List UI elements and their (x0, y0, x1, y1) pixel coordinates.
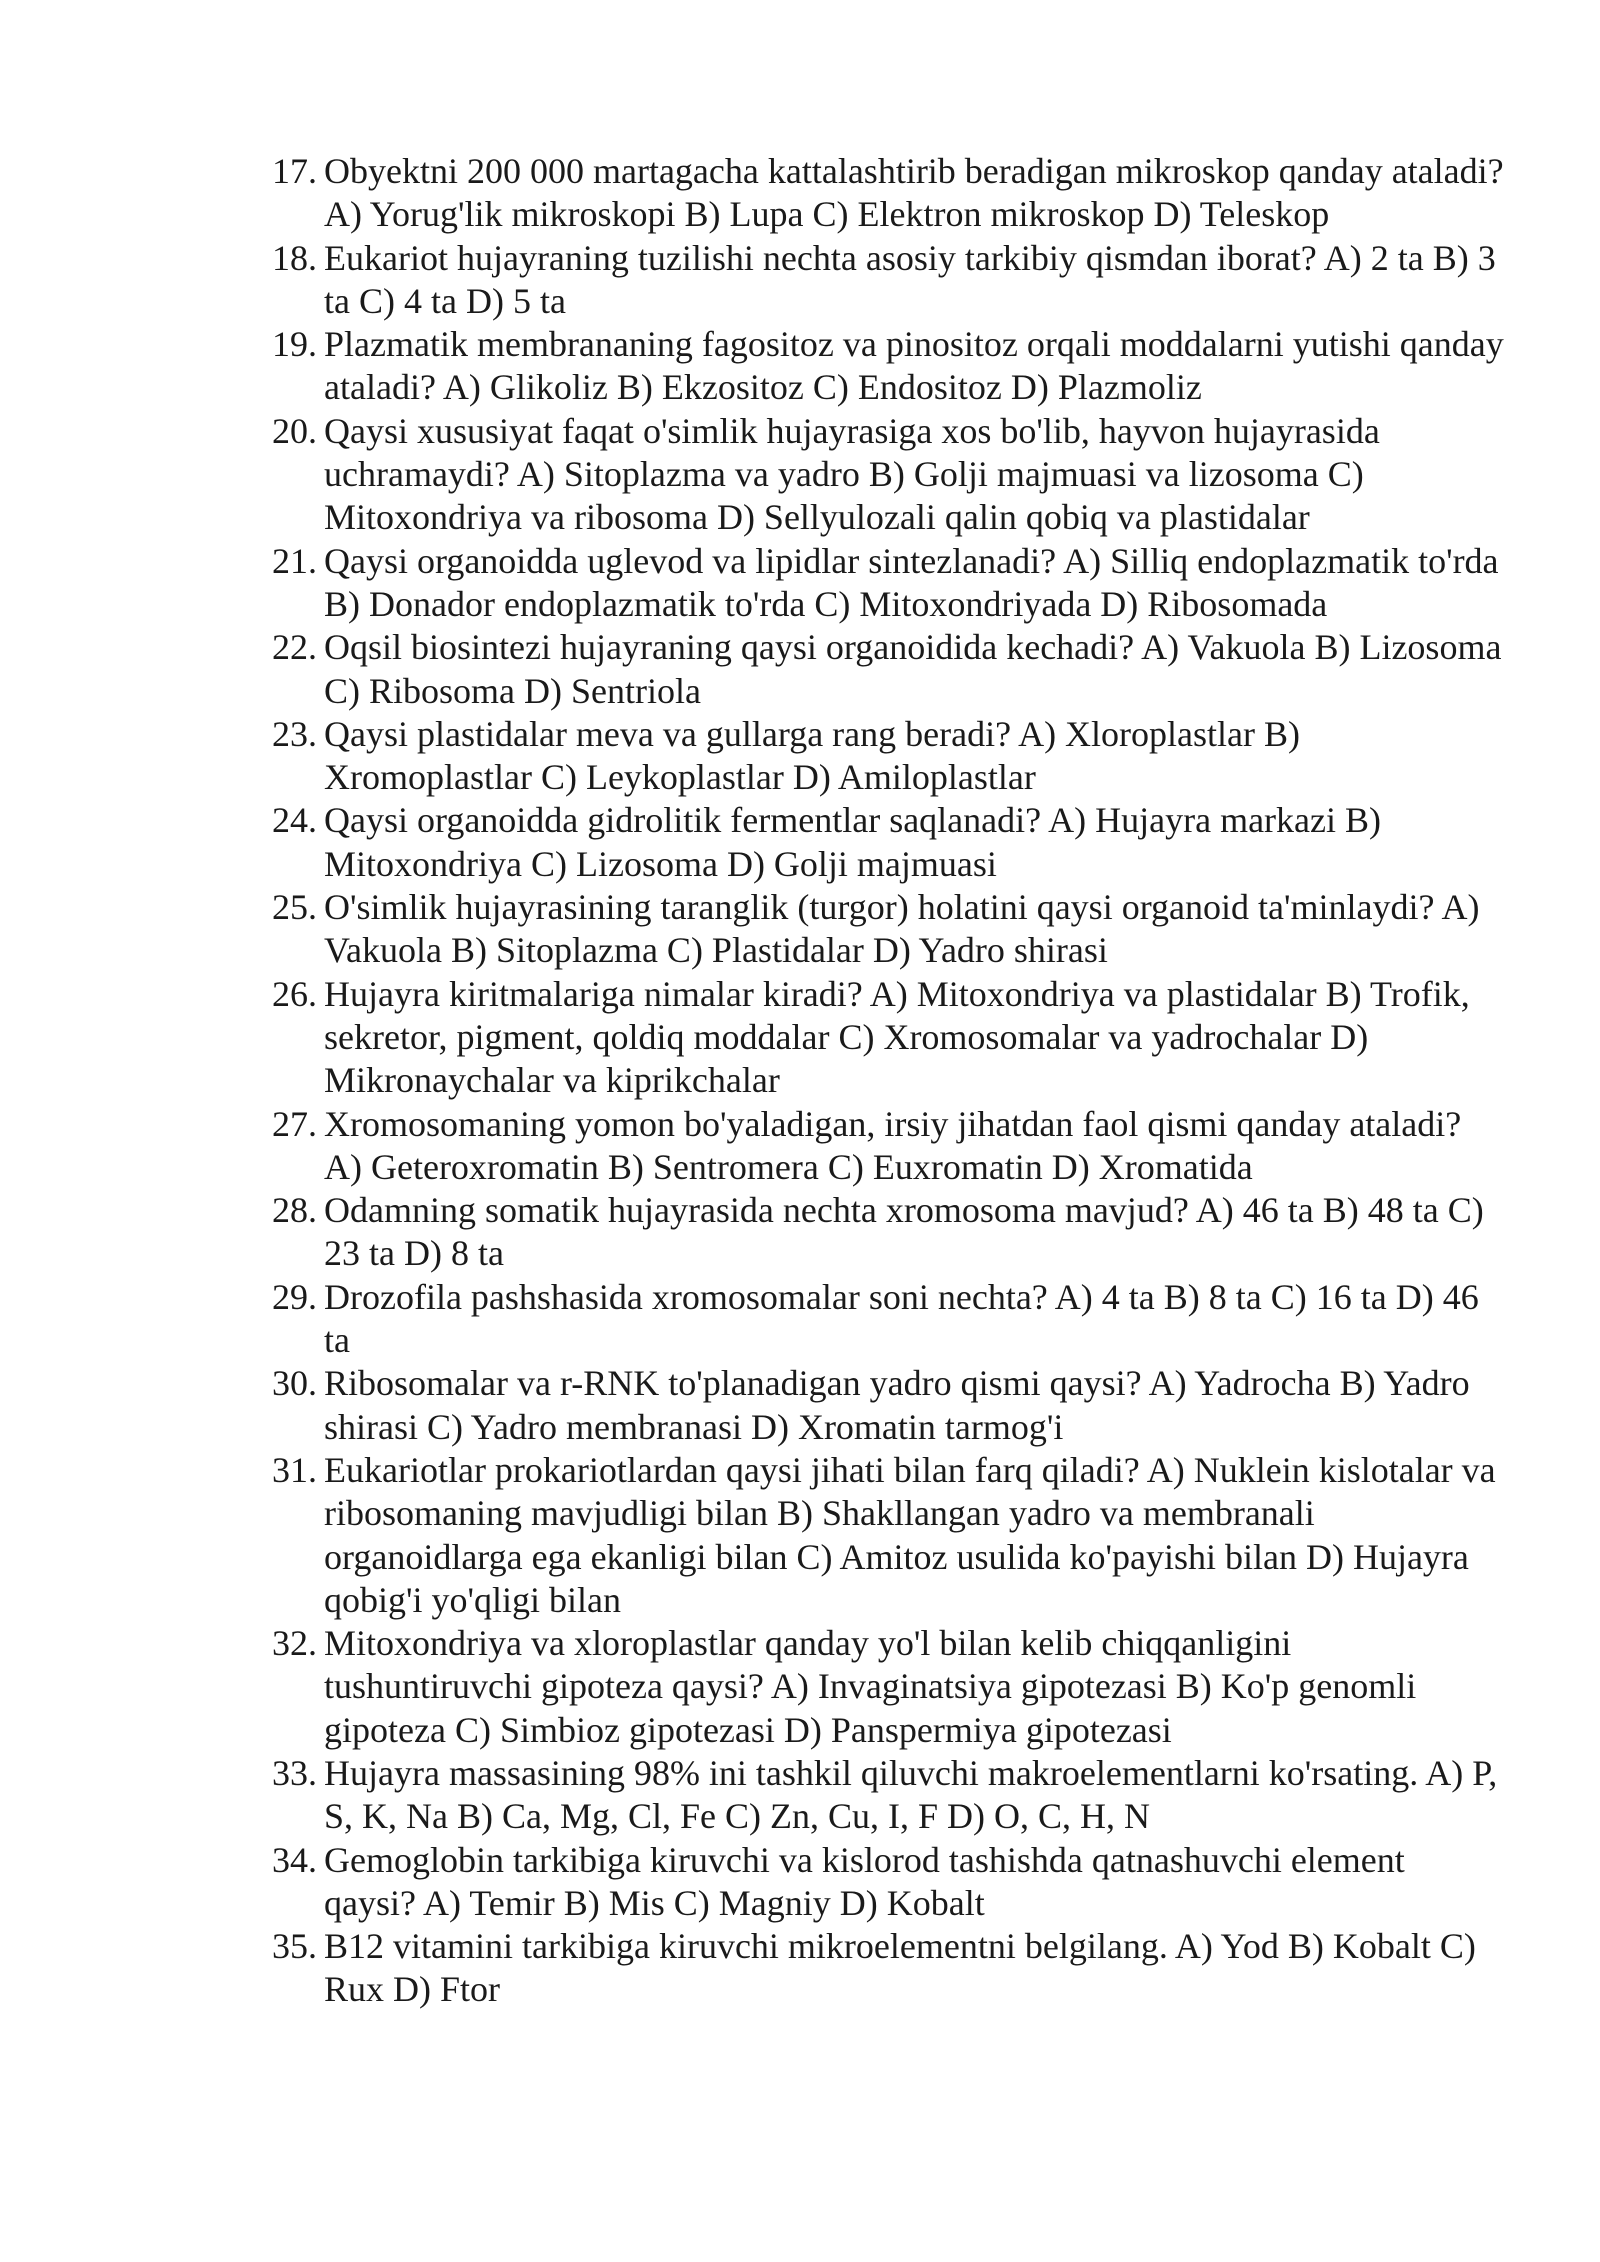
question-item (272, 1839, 1512, 1926)
question-text: Eukariot hujayraning tuzilishi nechta asosiy tarkibiy qismdan iborat? A) 2 ta B) 3 ta C) 4 ta D) 5 ta (324, 237, 1496, 321)
question-number: 29. (272, 1276, 317, 1317)
question-number: 30. (272, 1363, 317, 1404)
question-number: 22. (272, 627, 317, 668)
question-item (272, 1362, 1512, 1449)
question-text: Odamning somatik hujayrasida nechta xromosoma mavjud? A) 46 ta B) 48 ta C) 23 ta D) 8 ta (324, 1190, 1484, 1274)
question-text: Ribosomalar va r-RNK to'planadigan yadro qismi qaysi? A) Yadrocha B) Yadro shirasi C) Yadro membranasi D) Xromatin tarmog'i (324, 1363, 1470, 1447)
question-number: 20. (272, 410, 317, 451)
question-item (272, 540, 1512, 627)
question-text: O'simlik hujayrasining taranglik (turgor) holatini qaysi organoid ta'minlaydi? A) Vakuola B) Sitoplazma C) Plastidalar D) Yadro shirasi (324, 887, 1480, 971)
question-number: 25. (272, 887, 317, 928)
question-item (272, 150, 1512, 237)
question-number: 27. (272, 1103, 317, 1144)
question-number: 21. (272, 540, 317, 581)
question-item (272, 1622, 1512, 1752)
question-number: 24. (272, 800, 317, 841)
question-number: 34. (272, 1839, 317, 1880)
question-item (272, 1925, 1512, 2012)
question-list (272, 150, 1512, 2012)
question-text: Obyektni 200 000 martagacha kattalashtirib beradigan mikroskop qanday ataladi? A) Yorug'lik mikroskopi B) Lupa C) Elektron mikroskop D) Teleskop (324, 151, 1504, 235)
question-text: Gemoglobin tarkibiga kiruvchi va kislorod tashishda qatnashuvchi element qaysi? A) Temir B) Mis C) Magniy D) Kobalt (324, 1839, 1405, 1923)
question-item (272, 973, 1512, 1103)
question-text: Plazmatik membrananing fagositoz va pinositoz orqali moddalarni yutishi qanday ataladi? A) Glikoliz B) Ekzositoz C) Endositoz D) Plazmoliz (324, 324, 1504, 408)
question-number: 32. (272, 1623, 317, 1664)
question-text: B12 vitamini tarkibiga kiruvchi mikroelementni belgilang. A) Yod B) Kobalt C) Rux D) Ftor (324, 1926, 1476, 2010)
question-item (272, 1103, 1512, 1190)
question-text: Drozofila pashshasida xromosomalar soni nechta? A) 4 ta B) 8 ta C) 16 ta D) 46 ta (324, 1276, 1479, 1361)
question-item (272, 1189, 1512, 1276)
question-number: 17. (272, 151, 317, 191)
question-number: 35. (272, 1926, 317, 1967)
question-text: Xromosomaning yomon bo'yaladigan, irsiy jihatdan faol qismi qanday ataladi? A) Geteroxromatin B) Sentromera C) Euxromatin D) Xromatida (324, 1103, 1462, 1187)
question-item (272, 1449, 1512, 1622)
question-number: 31. (272, 1449, 317, 1490)
question-text: Qaysi xususiyat faqat o'simlik hujayrasiga xos bo'lib, hayvon hujayrasida uchramaydi? A) Sitoplazma va yadro B) Golji majmuasi va lizosoma C) Mitoxondriya va ribosoma D) Sellyulozali qalin qobiq va plastidalar (324, 410, 1380, 538)
question-number: 26. (272, 973, 317, 1014)
question-item (272, 886, 1512, 973)
question-number: 28. (272, 1190, 317, 1231)
question-text: Hujayra massasining 98% ini tashkil qiluvchi makroelementlarni ko'rsating. A) P, S, K, Na B) Ca, Mg, Cl, Fe C) Zn, Cu, I, F D) O, C, H, N (324, 1752, 1498, 1837)
question-text: Hujayra kiritmalariga nimalar kiradi? A) Mitoxondriya va plastidalar B) Trofik, sekretor, pigment, qoldiq moddalar C) Xromosomalar va yadrochalar D) Mikronaychalar va kiprikchalar (324, 973, 1470, 1101)
question-text: Oqsil biosintezi hujayraning qaysi organoidida kechadi? A) Vakuola B) Lizosoma C) Ribosoma D) Sentriola (324, 627, 1502, 711)
question-text: Qaysi plastidalar meva va gullarga rang beradi? A) Xloroplastlar B) Xromoplastlar C) Leykoplastlar D) Amiloplastlar (324, 713, 1301, 798)
question-item (272, 1276, 1512, 1363)
question-text: Qaysi organoidda gidrolitik fermentlar saqlanadi? A) Hujayra markazi B) Mitoxondriya C) Lizosoma D) Golji majmuasi (324, 800, 1381, 884)
question-item (272, 1752, 1512, 1839)
question-text: Eukariotlar prokariotlardan qaysi jihati bilan farq qiladi? A) Nuklein kislotalar va ribosomaning mavjudligi bilan B) Shakllangan yadro va membranali organoidlarga ega ekanligi bilan C) Amitoz usulida ko'payishi bilan D) Hujayra qobig'i yo'qligi bilan (324, 1449, 1496, 1620)
question-number: 18. (272, 237, 317, 278)
question-number: 19. (272, 324, 317, 365)
question-number: 33. (272, 1752, 317, 1793)
question-text: Qaysi organoidda uglevod va lipidlar sintezlanadi? A) Silliq endoplazmatik to'rda B) Donador endoplazmatik to'rda C) Mitoxondriyada D) Ribosomada (324, 540, 1499, 624)
question-item (272, 323, 1512, 410)
question-item (272, 713, 1512, 800)
question-item (272, 799, 1512, 886)
question-number: 23. (272, 713, 317, 754)
question-text: Mitoxondriya va xloroplastlar qanday yo'l bilan kelib chiqqanligini tushuntiruvchi gipoteza qaysi? A) Invaginatsiya gipotezasi B) Ko'p genomli gipoteza C) Simbioz gipotezasi D) Panspermiya gipotezasi (324, 1623, 1417, 1750)
question-item (272, 237, 1512, 324)
question-item (272, 626, 1512, 713)
question-item (272, 410, 1512, 540)
